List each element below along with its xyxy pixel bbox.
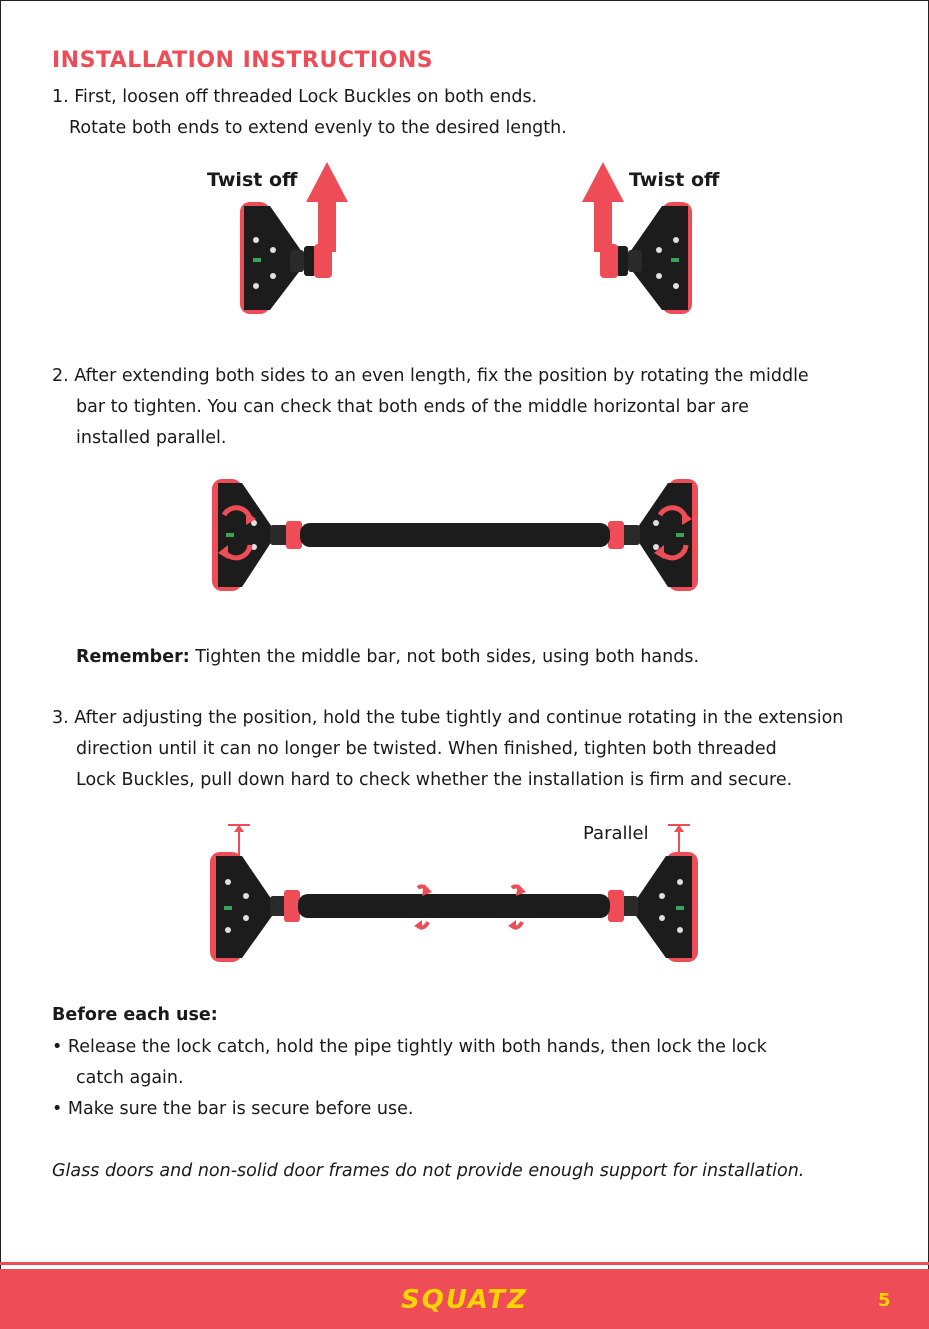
step1-line2: Rotate both ends to extend evenly to the desired length. [69,118,567,138]
footer-divider [0,1262,929,1265]
before-use-bullet2: • Make sure the bar is secure before use. [52,1099,414,1119]
right-endcap-figure [582,160,702,320]
warning-note: Glass doors and non-solid door frames do not provide enough support for installation. [52,1161,805,1181]
bar-parallel-figure [208,822,700,964]
bar-tighten-figure [210,475,700,595]
step3-line2: direction until it can no longer be twisted. When finished, tighten both threaded [76,739,777,759]
step2-line1: 2. After extending both sides to an even length, fix the position by rotating the middle [52,366,809,386]
step2-line3: installed parallel. [76,428,227,448]
step3-line3: Lock Buckles, pull down hard to check whether the installation is firm and secure. [76,770,793,790]
remember-note [76,642,699,673]
up-arrow-icon [306,162,348,252]
before-use-bullet1-line1: • Release the lock catch, hold the pipe tightly with both hands, then lock the lock [52,1037,767,1057]
page-title: INSTALLATION INSTRUCTIONS [52,48,434,73]
remember-label: Remember: [76,647,190,667]
before-use-bullet1-line2: catch again. [76,1068,184,1088]
page-number: 5 [878,1290,891,1311]
step3-line1: 3. After adjusting the position, hold the tube tightly and continue rotating in the extension [52,708,844,728]
left-endcap-figure [230,160,350,320]
before-use-heading: Before each use: [52,1005,218,1025]
up-arrow-icon [582,162,624,252]
brand-logo: SQUATZ [401,1285,528,1315]
remember-text: Tighten the middle bar, not both sides, using both hands. [189,647,700,667]
step2-line2: bar to tighten. You can check that both ends of the middle horizontal bar are [76,397,749,417]
twist-off-label-right: Twist off [629,169,720,191]
parallel-label: Parallel [583,823,649,844]
twist-off-label-left: Twist off [207,169,298,191]
step1-line1: 1. First, loosen off threaded Lock Buckles on both ends. [52,87,538,107]
